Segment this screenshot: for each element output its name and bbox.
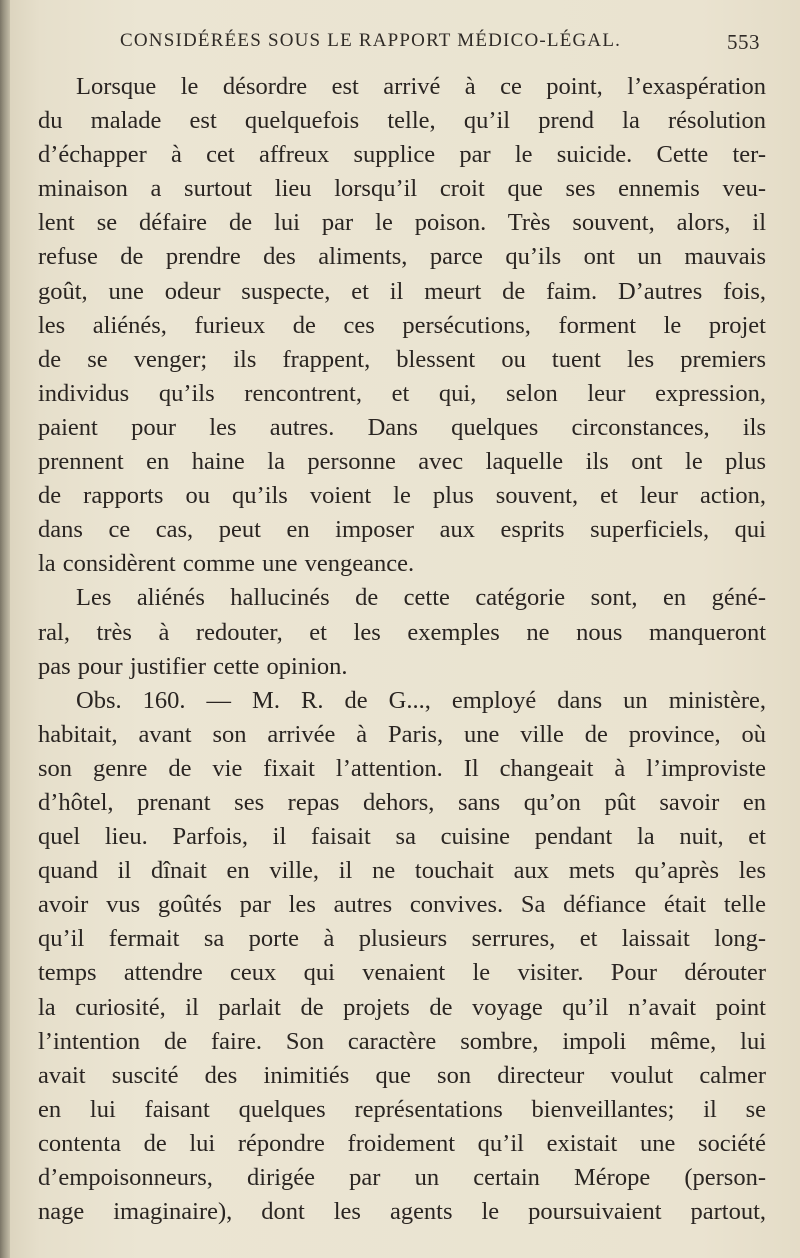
text-line: nage imaginaire), dont les agents le poursuivaient partout, [38,1198,766,1226]
text-line: avait suscité des inimitiés que son directeur voulut calmer [38,1061,766,1089]
text-line: d’hôtel, prenant ses repas dehors, sans qu’on pût savoir en [38,788,766,816]
text-line: l’intention de faire. Son caractère sombre, impoli même, lui [38,1027,766,1055]
text-line: la considèrent comme une vengeance. [38,550,415,578]
text-line: paient pour les autres. Dans quelques circonstances, ils [38,413,766,441]
text-line: de rapports ou qu’ils voient le plus souvent, et leur action, [38,482,766,510]
page-number: 553 [727,30,760,54]
page-binding-edge [0,0,10,1258]
text-line: contenta de lui répondre froidement qu’il existait une société [38,1129,766,1157]
text-line: ral, très à redouter, et les exemples ne nous manqueront [38,618,766,646]
text-line: dans ce cas, peut en imposer aux esprits superficiels, qui [38,516,766,544]
text-line: Lorsque le désordre est arrivé à ce point, l’exaspération [76,73,766,100]
text-line: quand il dînait en ville, il ne touchait aux mets qu’après les [38,857,766,885]
text-line: minaison a surtout lieu lorsqu’il croit que ses ennemis veu- [38,175,766,203]
text-line: les aliénés, furieux de ces persécutions, forment le projet [38,311,766,339]
text-line: Les aliénés hallucinés de cette catégorie sont, en géné- [76,584,766,612]
text-line: qu’il fermait sa porte à plusieurs serrures, et laissait long- [38,925,766,953]
text-line: du malade est quelquefois telle, qu’il prend la résolution [38,107,766,135]
body-text [38,70,766,1229]
running-head [120,30,760,60]
text-line: refuse de prendre des aliments, parce qu’ils ont un mauvais [38,243,766,271]
text-line: d’échapper à cet affreux supplice par le suicide. Cette ter- [38,141,766,169]
text-line: Obs. 160. — M. R. de G..., employé dans un ministère, [76,686,766,714]
text-line: son genre de vie fixait l’attention. Il changeait à l’improviste [38,754,766,782]
text-line: lent se défaire de lui par le poison. Très souvent, alors, il [38,209,766,237]
text-line: temps attendre ceux qui venaient le visiter. Pour dérouter [38,959,766,987]
text-line: goût, une odeur suspecte, et il meurt de faim. D’autres fois, [38,277,766,305]
text-line: la curiosité, il parlait de projets de voyage qu’il n’avait point [38,993,766,1021]
text-line: individus qu’ils rencontrent, et qui, selon leur expression, [38,379,766,407]
text-line: quel lieu. Parfois, il faisait sa cuisine pendant la nuit, et [38,823,766,851]
text-line: en lui faisant quelques représentations bienveillantes; il se [38,1095,766,1123]
text-line: habitait, avant son arrivée à Paris, une ville de province, où [38,720,766,748]
text-line: pas pour justifier cette opinion. [38,652,348,680]
text-line: avoir vus goûtés par les autres convives. Sa défiance était telle [38,891,766,919]
text-line: d’empoisonneurs, dirigée par un certain Mérope (person- [38,1164,766,1191]
text-line: de se venger; ils frappent, blessent ou tuent les premiers [38,345,766,373]
running-title: CONSIDÉRÉES SOUS LE RAPPORT MÉDICO-LÉGAL. [120,30,622,51]
text-line: prennent en haine la personne avec laquelle ils ont le plus [38,448,766,476]
